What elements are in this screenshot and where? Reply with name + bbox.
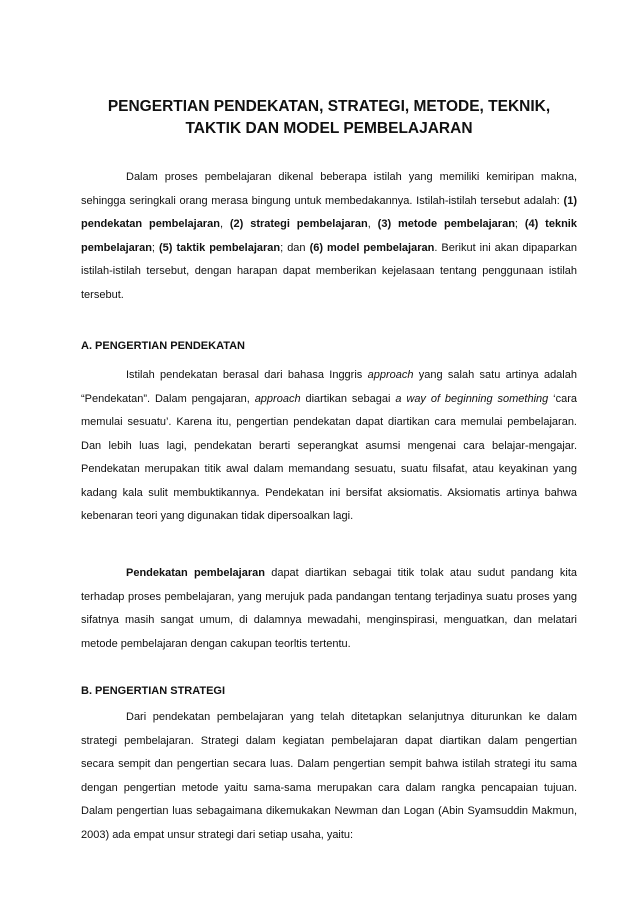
section-b-paragraph-1: Dari pendekatan pembelajaran yang telah ditetapkan selanjutnya diturunkan ke dalam strategi pembelajaran. Strategi dalam kegiatan pembelajaran dapat diartikan dalam pengertian secara sempit dan pengertian secara luas. Dalam pengertian sempit bahwa istilah strategi itu sama dengan pengertian metode yaitu sama-sama merupakan cara dalam rangka pencapaian tujuan. Dalam pengertian luas sebagaimana dikemukakan Newman dan Logan (Abin Syamsuddin Makmun, 2003) ada empat unsur strategi dari setiap usaha, yaitu: (81, 711, 577, 841)
section-a-heading: A. PENGERTIAN PENDEKATAN (81, 340, 245, 352)
section-a-paragraph-2: Pendekatan pembelajaran dapat diartikan sebagai titik tolak atau sudut pandang kita terhadap proses pembelajaran, yang merujuk pada pandangan tentang terjadinya suatu proses yang sifatnya masih sangat umum, di dalamnya mewadahi, menginspirasi, menguatkan, dan melatari metode pembelajaran dengan cakupan teorltis tertentu. (81, 567, 577, 650)
document-title-line-2: TAKTIK DAN MODEL PEMBELAJARAN (185, 120, 473, 137)
intro-paragraph: Dalam proses pembelajaran dikenal beberapa istilah yang memiliki kemiripan makna, sehingga seringkali orang merasa bingung untuk membedakannya. Istilah-istilah tersebut adalah: (1) pendekatan pembelajaran, (2) strategi pembelajaran, (3) metode pembelajaran; (4) teknik pembelajaran; (5) taktik pembelajaran; dan (6) model pembelajaran. Berikut ini akan dipaparkan istilah-istilah tersebut, dengan harapan dapat memberikan kejelasaan tentang penggunaan istilah tersebut. (81, 171, 577, 301)
document-page (81, 0, 577, 903)
section-a-paragraph-1: Istilah pendekatan berasal dari bahasa Inggris approach yang salah satu artinya adalah “Pendekatan”. Dalam pengajaran, approach diartikan sebagai a way of beginning something ‘cara memulai sesuatu’. Karena itu, pengertian pendekatan dapat diartikan cara memulai pembelajaran. Dan lebih luas lagi, pendekatan berarti seperangkat asumsi mengenai cara belajar-mengajar. Pendekatan merupakan titik awal dalam memandang sesuatu, suatu filsafat, atau keyakinan yang kadang kala sulit membuktikannya. Pendekatan ini bersifat aksiomatis. Aksiomatis artinya bahwa kebenaran teori yang digunakan tidak dipersoalkan lagi. (81, 369, 578, 522)
document-title-line-1: PENGERTIAN PENDEKATAN, STRATEGI, METODE, TEKNIK, (107, 98, 551, 115)
section-b-heading: B. PENGERTIAN STRATEGI (81, 685, 226, 697)
